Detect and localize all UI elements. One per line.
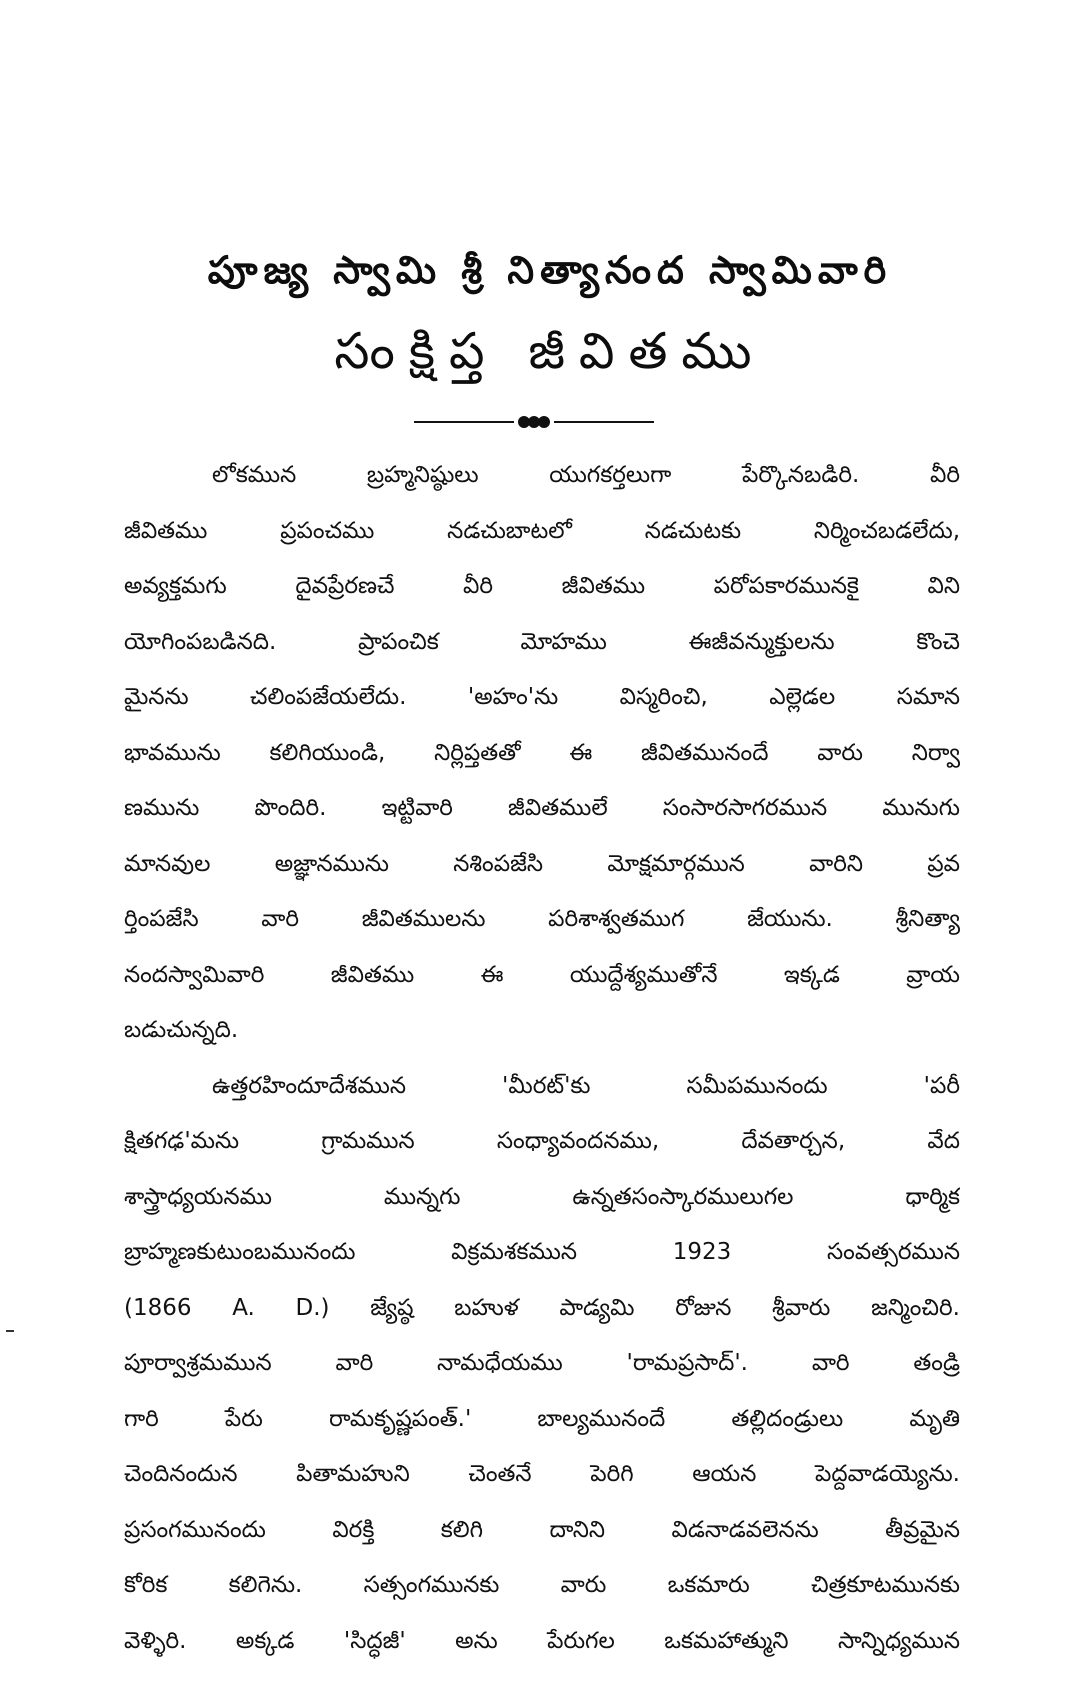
- text-line: నందస్వామివారి జీవితము ఈ యుద్దేశ్యముతోనే ఇక్కడ వ్రాయ: [124, 961, 960, 988]
- text-line: శాస్త్రాధ్యయనము మున్నగు ఉన్నతసంస్కారములుగల ధార్మిక: [124, 1183, 960, 1210]
- text-line: ర్తింపజేసి వారి జీవితములను పరిశాశ్వతముగ జేయును. శ్రీనిత్యా: [124, 906, 960, 932]
- ornamental-divider: [414, 415, 654, 429]
- text-line: అవ్యక్తమగు దైవప్రేరణచే వీరి జీవితము పరోపకారమునకై విని: [124, 573, 960, 599]
- text-line: ఉత్తరహిందూదేశమున 'మీరట్'కు సమీపమునందు 'పరీ: [212, 1072, 960, 1099]
- text-line: ణమును పొందిరి. ఇట్టివారి జీవితములే సంసారసాగరమున మునుగు: [124, 795, 960, 821]
- text-line: క్షితగఢ'మను గ్రామమున సంధ్యావందనము, దేవతార్చన, వేద: [124, 1128, 960, 1154]
- text-line: లోకమున బ్రహ్మనిష్ఠులు యుగకర్తలుగా పేర్కొనబడిరి. వీరి: [212, 462, 960, 488]
- text-line: బ్రాహ్మణకుటుంబమునందు విక్రమశకమున 1923 సంవత్సరమున: [124, 1239, 960, 1265]
- text-line: చెందినందున పితామహుని చెంతనే పెరిగి ఆయన పెద్దవాడయ్యెను.: [124, 1461, 960, 1487]
- text-line: (1866 A. D.) జ్యేష్ఠ బహుళ పాడ్యమి రోజున శ్రీవారు జన్మించిరి.: [124, 1294, 960, 1321]
- text-line: గారి పేరు రామకృష్ణపంత్.' బాల్యమునందే తల్లిదండ్రులు మృతి: [124, 1405, 960, 1432]
- text-line: వెళ్ళిరి. అక్కడ 'సిద్ధజీ' అను పేరుగల ఒకమహాత్ముని సాన్నిధ్యమున: [124, 1627, 960, 1654]
- text-line: జీవితము ప్రపంచము నడచుబాటలో నడచుటకు నిర్మించబడలేదు,: [124, 517, 960, 544]
- divider-dot: [538, 416, 550, 428]
- page-subtitle: సంక్షిప్త జీవితము: [334, 322, 766, 380]
- margin-mark: [6, 1330, 14, 1332]
- divider-line-left: [414, 421, 514, 423]
- page-title: పూజ్య స్వామి శ్రీ నిత్యానంద స్వామివారి: [207, 248, 893, 292]
- divider-line-right: [554, 421, 654, 423]
- text-line: మానవుల అజ్ఞానమును నశింపజేసి మోక్షమార్గమున వారిని ప్రవ: [124, 850, 960, 877]
- text-line: పూర్వాశ్రమమున వారి నామధేయము 'రామప్రసాద్'. వారి తండ్రి: [124, 1350, 960, 1376]
- text-line: యోగింపబడినది. ప్రాపంచిక మోహము ఈజీవన్ముక్తులను కొంచె: [124, 628, 960, 655]
- body-text: [124, 448, 960, 1669]
- text-line: కోరిక కలిగెను. సత్సంగమునకు వారు ఒకమారు చిత్రకూటమునకు: [124, 1572, 960, 1598]
- text-line: బడుచున్నది.: [124, 1017, 239, 1043]
- text-line: మైనను చలింపజేయలేదు. 'అహం'ను విస్మరించి, ఎల్లెడల సమాన: [124, 684, 960, 710]
- text-line: ప్రసంగమునందు విరక్తి కలిగి దానిని విడనాడవలెనను తీవ్రమైన: [124, 1516, 960, 1543]
- text-line: భావమును కలిగియుండి, నిర్లిప్తతతో ఈ జీవితమునందే వారు నిర్వా: [124, 739, 960, 766]
